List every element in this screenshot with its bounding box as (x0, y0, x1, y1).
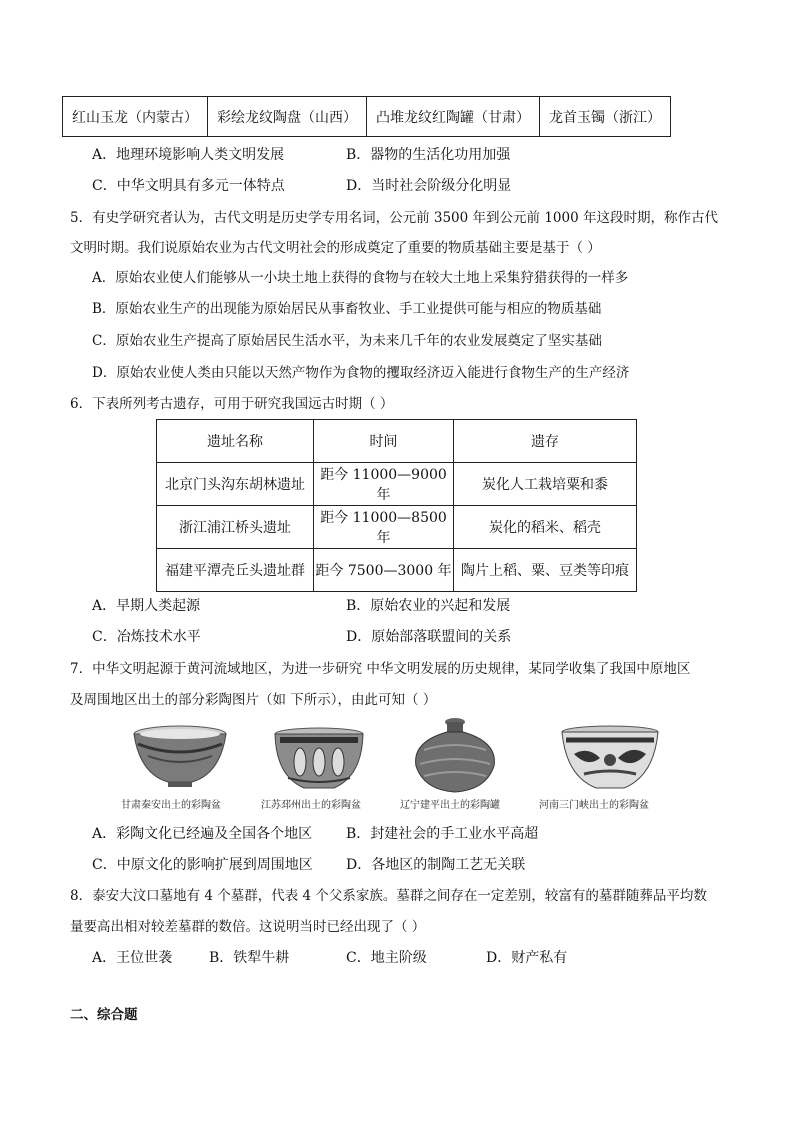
table-header: 时间 (314, 420, 454, 463)
q4-option-a: A．地理环境影响人类文明发展 (92, 147, 285, 163)
table-cell: 距今 11000—9000 年 (314, 463, 454, 506)
table-cell: 凸堆龙纹红陶罐（甘肃） (367, 97, 540, 137)
q5-option-d: D．原始农业使人类由只能以天然产物作为食物的攫取经济迈入能进行食物生产的生产经济 (92, 365, 630, 381)
q4-option-c: C．中华文明具有多元一体特点 (92, 178, 285, 194)
table-cell: 红山玉龙（内蒙古） (63, 97, 208, 137)
q7-option-a: A．彩陶文化已经遍及全国各个地区 (92, 826, 313, 842)
table-cell: 距今 7500—3000 年 (314, 549, 454, 592)
q6-option-a: A．早期人类起源 (92, 598, 201, 614)
caption-henan: 河南三门峡出土的彩陶盆 (539, 800, 649, 811)
q5-option-a: A．原始农业使人们能够从一小块土地上获得的食物与在较大土地上采集狩猎获得的一样多 (92, 270, 629, 286)
table-row (157, 463, 637, 506)
table-cell: 炭化的稻米、稻壳 (454, 506, 637, 549)
q8-option-b: B．铁犁牛耕 (209, 950, 290, 966)
q8-option-d: D．财产私有 (486, 950, 568, 966)
table-cell: 炭化人工栽培粟和黍 (454, 463, 637, 506)
q7-stem-line1: 7．中华文明起源于黄河流域地区，为进一步研究 中华文明发展的历史规律，某同学收集了我国中原地区 (70, 661, 691, 677)
q7-option-d: D．各地区的制陶工艺无关联 (346, 857, 526, 873)
q5-stem-line1: 5．有史学研究者认为，古代文明是历史学专用名词，公元前 3500 年到公元前 1000 年这段时期，称作古代 (70, 210, 718, 226)
table-cell: 彩绘龙纹陶盘（山西） (208, 97, 367, 137)
q6-stem: 6．下表所列考古遗存，可用于研究我国远古时期（ ） (70, 396, 394, 412)
q7-option-b: B．封建社会的手工业水平高超 (346, 826, 539, 842)
table-cell: 北京门头沟东胡林遗址 (157, 463, 314, 506)
q5-option-b: B．原始农业生产的出现能为原始居民从事畜牧业、手工业提供可能与相应的物质基础 (92, 301, 602, 317)
q7-stem-line2: 及周围地区出土的部分彩陶图片（如 下所示），由此可知（ ） (70, 692, 437, 708)
jiangsu-painted-basin-image (268, 726, 370, 794)
q7-option-c: C．中原文化的影响扩展到周围地区 (92, 857, 313, 873)
q6-option-c: C．冶炼技术水平 (92, 629, 201, 645)
table-cell: 浙江浦江桥头遗址 (157, 506, 314, 549)
q5-stem-line2: 文明时期。我们说原始农业为古代文明社会的形成奠定了重要的物质基础主要是基于（ ） (70, 240, 601, 256)
q8-stem-line1: 8．泰安大汶口墓地有 4 个墓群，代表 4 个父系家族。墓群之间存在一定差别，较富有的墓群随葬品平均数 (70, 888, 707, 904)
q4-option-d: D．当时社会阶级分化明显 (346, 178, 512, 194)
section-heading: 二、综合题 (70, 1007, 138, 1023)
q5-option-c: C．原始农业生产提高了原始居民生活水平，为未来几千年的农业发展奠定了坚实基础 (92, 333, 602, 349)
henan-painted-basin-image (558, 724, 662, 794)
table-cell: 距今 11000—8500 年 (314, 506, 454, 549)
caption-gansu: 甘肃秦安出土的彩陶盆 (121, 800, 221, 811)
q8-option-a: A．王位世袭 (92, 950, 173, 966)
gansu-painted-basin-image (128, 720, 232, 792)
caption-liaoning: 辽宁建平出土的彩陶罐 (400, 800, 500, 811)
table-cell: 龙首玉镯（浙江） (540, 97, 671, 137)
liaoning-painted-jar-image (410, 716, 500, 794)
q6-option-b: B．原始农业的兴起和发展 (346, 598, 511, 614)
table-cell: 陶片上稻、粟、豆类等印痕 (454, 549, 637, 592)
table-cell: 福建平潭壳丘头遗址群 (157, 549, 314, 592)
table-header-row (157, 420, 637, 463)
caption-jiangsu: 江苏邳州出土的彩陶盆 (261, 800, 361, 811)
table-header: 遗址名称 (157, 420, 314, 463)
table-row (63, 97, 671, 137)
table-row (157, 506, 637, 549)
table-row (157, 549, 637, 592)
q4-table (62, 96, 671, 137)
q4-option-b: B．器物的生活化功用加强 (346, 147, 511, 163)
q8-stem-line2: 量要高出相对较差墓群的数倍。这说明当时已经出现了（ ） (70, 919, 426, 935)
q6-table (156, 419, 637, 592)
table-header: 遗存 (454, 420, 637, 463)
q6-option-d: D．原始部落联盟间的关系 (346, 629, 512, 645)
q8-option-c: C．地主阶级 (346, 950, 427, 966)
